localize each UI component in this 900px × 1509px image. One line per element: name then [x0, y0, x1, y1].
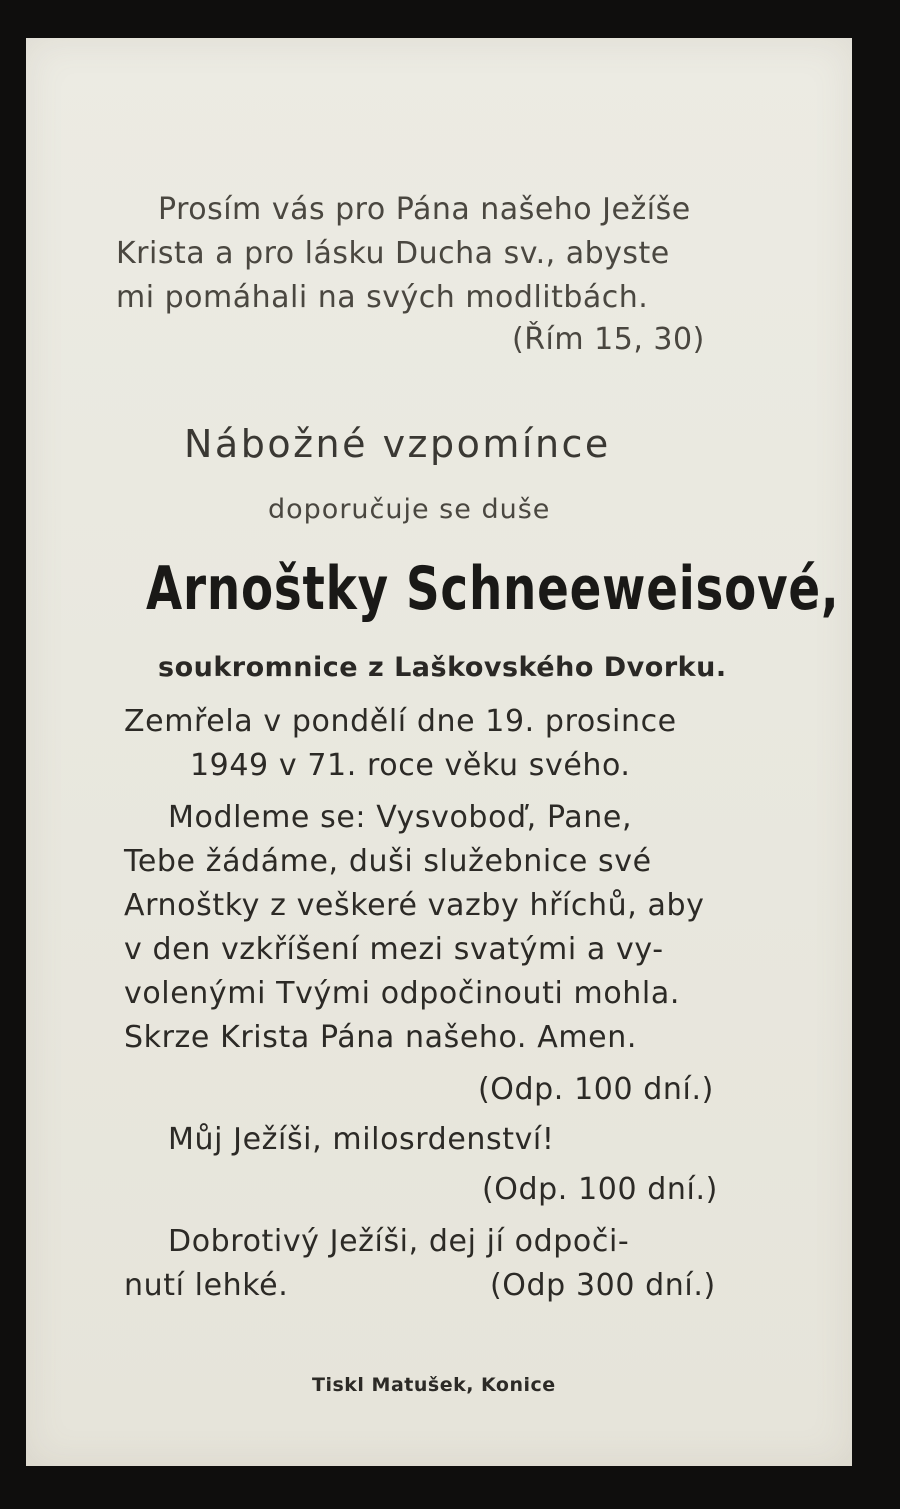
epigraph-line-2: Krista a pro lásku Ducha sv., abyste: [116, 236, 670, 271]
prayer-line-3: Arnoštky z veškeré vazby hříchů, aby: [124, 888, 705, 923]
ejaculation-1-indulgence: (Odp. 100 dní.): [482, 1172, 718, 1207]
prayer-line-2: Tebe žádáme, duši služebnice své: [124, 844, 652, 879]
printer-imprint: Tiskl Matušek, Konice: [312, 1374, 556, 1396]
page-title: Nábožné vzpomínce: [184, 422, 611, 466]
epigraph-line-1: Prosím vás pro Pána našeho Ježíše: [158, 192, 691, 227]
occupation: soukromnice z Laškovského Dvorku.: [158, 652, 727, 683]
prayer-line-4: v den vzkříšení mezi svatými a vy-: [124, 932, 664, 967]
epigraph-line-3: mi pomáhali na svých modlitbách.: [116, 280, 649, 315]
ejaculation-1: Můj Ježíši, milosrdenství!: [168, 1122, 555, 1157]
prayer-line-6: Skrze Krista Pána našeho. Amen.: [124, 1020, 637, 1055]
death-line-1: Zemřela v pondělí dne 19. prosince: [124, 704, 677, 739]
epigraph-reference: (Řím 15, 30): [512, 322, 705, 357]
subheading: doporučuje se duše: [268, 494, 551, 525]
ejaculation-2-indulgence: (Odp 300 dní.): [490, 1268, 716, 1303]
memorial-card: [26, 38, 852, 1466]
ejaculation-2-line-2: nutí lehké.: [124, 1268, 289, 1303]
death-line-2: 1949 v 71. roce věku svého.: [190, 748, 631, 783]
prayer-indulgence: (Odp. 100 dní.): [478, 1072, 714, 1107]
prayer-line-1: Modleme se: Vysvoboď, Pane,: [168, 800, 633, 835]
prayer-line-5: volenými Tvými odpočinouti mohla.: [124, 976, 680, 1011]
deceased-name: Arnoštky Schneeweisové,: [146, 554, 840, 624]
ejaculation-2-line-1: Dobrotivý Ježíši, dej jí odpoči-: [168, 1224, 630, 1259]
